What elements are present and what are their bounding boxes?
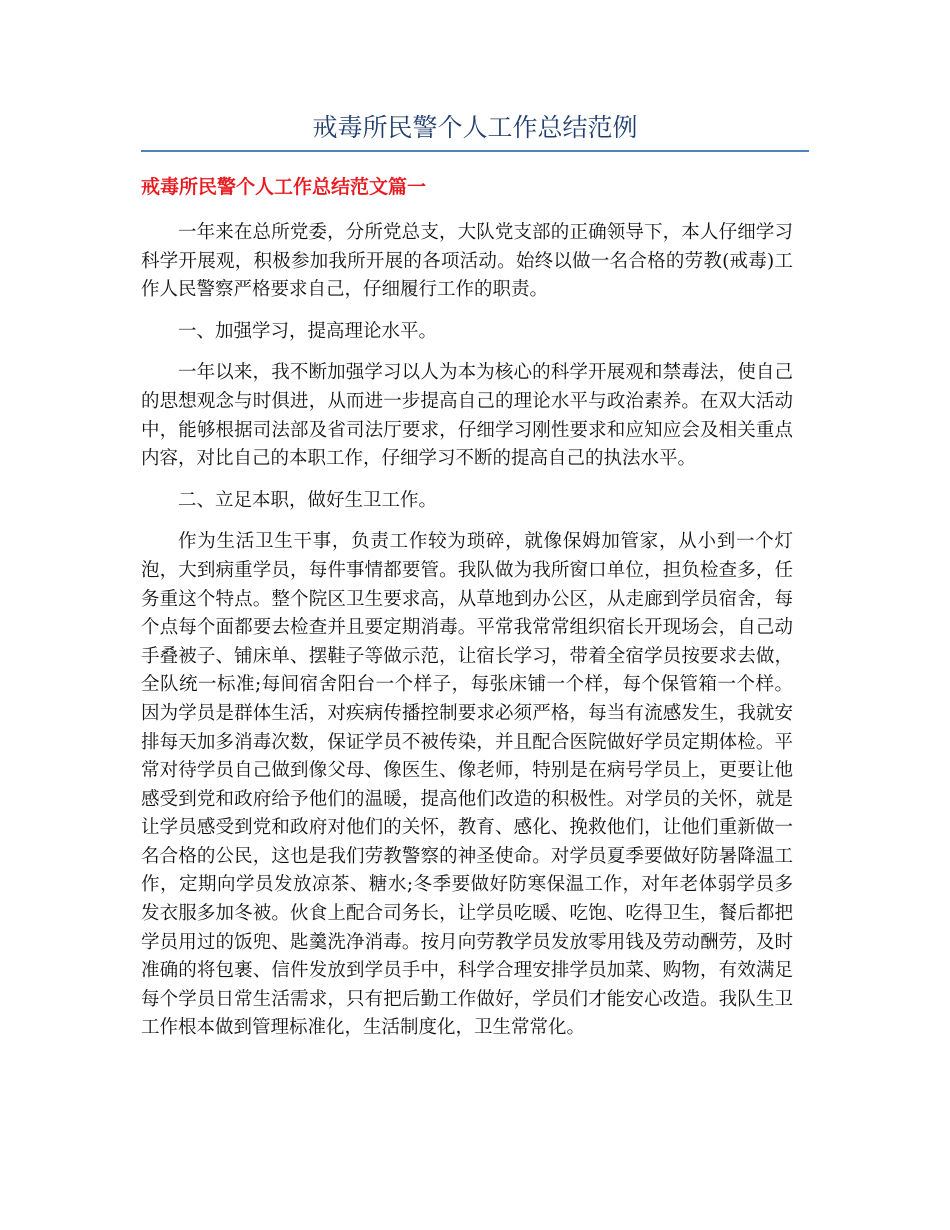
- paragraph-intro: 一年来在总所党委，分所党总支，大队党支部的正确领导下，本人仔细学习科学开展观，积极参加我所开展的各项活动。始终以做一名合格的劳教(戒毒)工作人民警察严格要求自己，仔细履行工作的职责。: [141, 222, 793, 301]
- section-heading: 戒毒所民警个人工作总结范文篇一: [141, 176, 427, 198]
- paragraph-study: 一年以来，我不断加强学习以人为本为核心的科学开展观和禁毒法，使自己的思想观念与时俱进，从而进一步提高自己的理论水平与政治素养。在双大活动中，能够根据司法部及省司法厅要求，仔细学习刚性要求和应知应会及相关重点内容，对比自己的本职工作，仔细学习不断的提高自己的执法水平。: [141, 362, 793, 470]
- document-body: [141, 219, 793, 1056]
- paragraph-heading-study: 一、加强学习，提高理论水平。: [178, 320, 438, 342]
- paragraph-duty: 作为生活卫生干事，负责工作较为琐碎，就像保姆加管家，从小到一个灯泡，大到病重学员，每件事情都要管。我队做为我所窗口单位，担负检查多，任务重这个特点。整个院区卫生要求高，从草地到办公区，从走廊到学员宿舍，每个点每个面都要去检查并且要定期消毒。平常我常常组织宿长开现场会，自己动手叠被子、铺床单、摆鞋子等做示范，让宿长学习，带着全宿学员按要求去做，全队统一标准;每间宿舍阳台一个样子，每张床铺一个样，每个保管箱一个样。因为学员是群体生活，对疾病传播控制要求必须严格，每当有流感发生，我就安排每天加多消毒次数，保证学员不被传染，并且配合医院做好学员定期体检。平常对待学员自己做到像父母、像医生、像老师，特别是在病号学员上，更要让他感受到党和政府给予他们的温暖，提高他们改造的积极性。对学员的关怀，就是让学员感受到党和政府对他们的关怀，教育、感化、挽救他们，让他们重新做一名合格的公民，这也是我们劳教警察的神圣使命。对学员夏季要做好防暑降温工作，定期向学员发放凉茶、糖水;冬季要做好防寒保温工作，对年老体弱学员多发衣服多加冬被。伙食上配合司务长，让学员吃暖、吃饱、吃得卫生，餐后都把学员用过的饭兜、匙羹洗净消毒。按月向劳教学员发放零用钱及劳动酬劳，及时准确的将包裹、信件发放到学员手中，科学合理安排学员加菜、购物，有效满足每个学员日常生活需求，只有把后勤工作做好，学员们才能安心改造。我队生卫工作根本做到管理标准化，生活制度化，卫生常常化。: [141, 531, 793, 1039]
- paragraph-heading-duty: 二、立足本职，做好生卫工作。: [178, 489, 438, 511]
- title-underline-divider: [141, 150, 809, 152]
- page-title: 戒毒所民警个人工作总结范例: [312, 113, 638, 142]
